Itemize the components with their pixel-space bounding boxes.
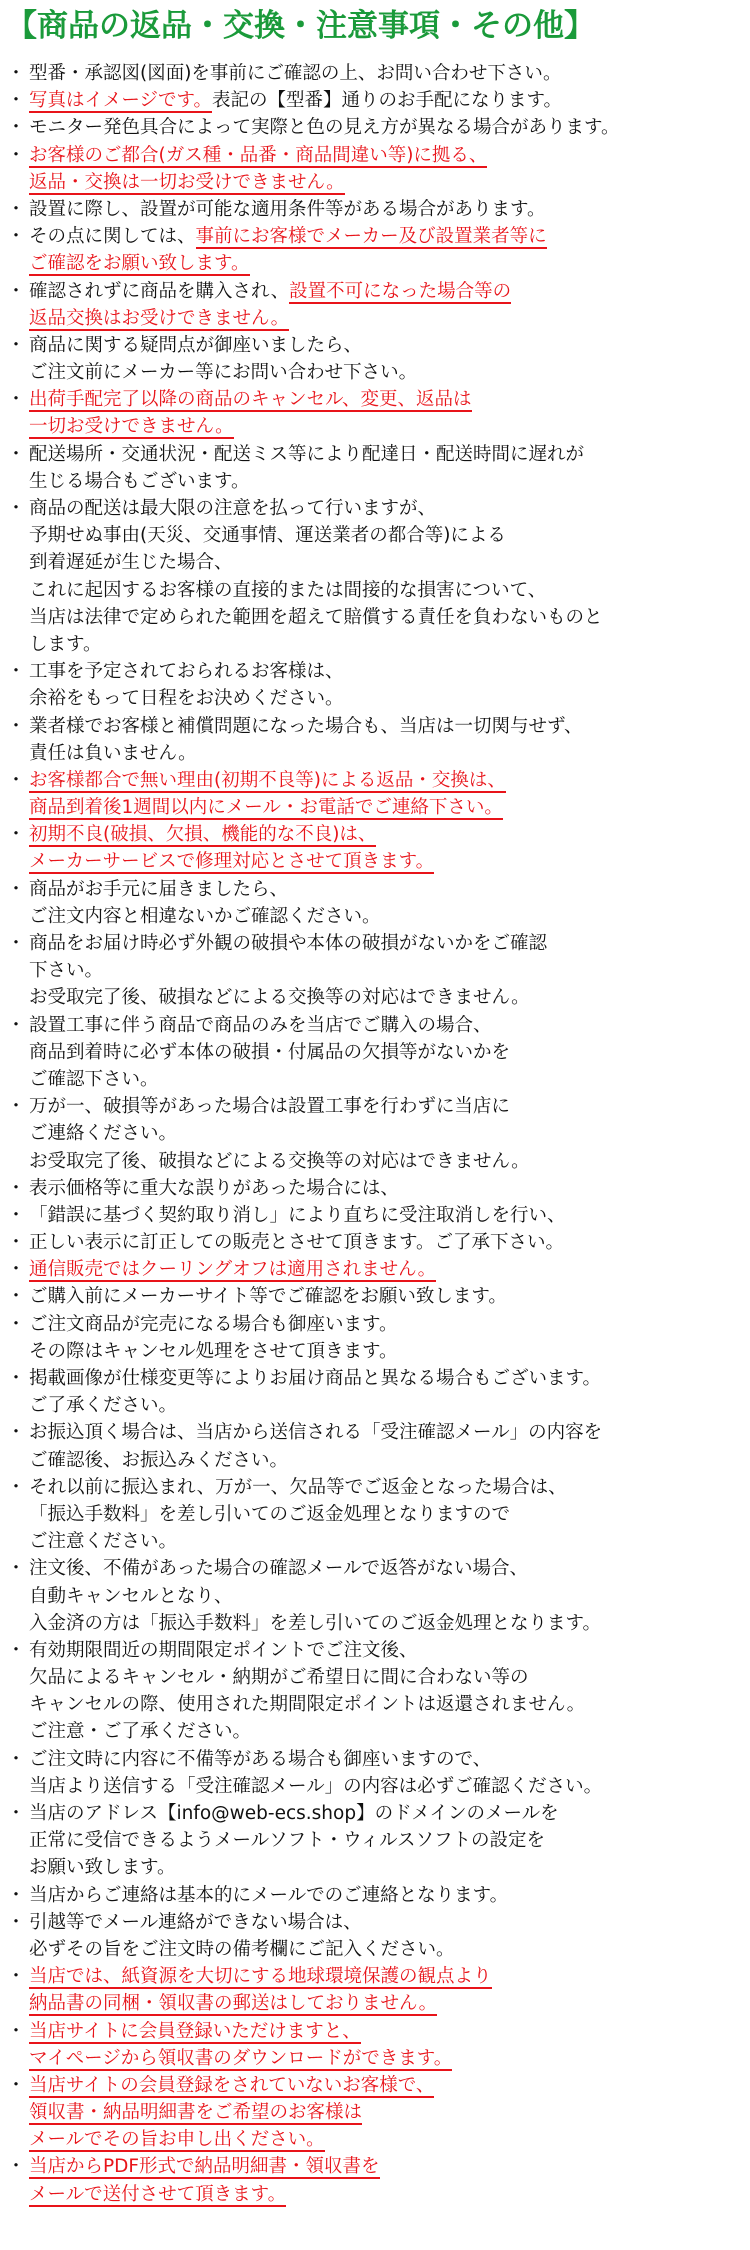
notice-line — [3, 1882, 750, 1909]
notice-line — [3, 1800, 750, 1827]
bullet-mark: ・ — [6, 1286, 26, 1308]
notice-line — [3, 2072, 750, 2099]
notice-line — [3, 1746, 750, 1773]
notice-item — [3, 60, 750, 87]
notice-line — [3, 1311, 750, 1338]
notice-item — [3, 278, 750, 332]
emphasis-text: お客様都合で無い理由(初期不良等)による返品・交換は、 — [29, 769, 506, 791]
bullet-mark: ・ — [6, 1177, 26, 1199]
notice-line — [3, 386, 750, 413]
body-text: します。 — [29, 633, 102, 655]
notice-item — [3, 2153, 750, 2207]
bullet-mark: ・ — [6, 824, 26, 846]
notice-line — [3, 305, 750, 332]
body-text: 当店のアドレス【info@web-ecs.shop】のドメインのメールを — [29, 1803, 559, 1824]
emphasis-text: 領収書・納品明細書をご希望のお客様は — [29, 2102, 363, 2124]
body-text: ご注文時に内容に不備等がある場合も御座いますので、 — [29, 1748, 492, 1770]
notice-line — [3, 1963, 750, 1990]
body-text: 「錯誤に基づく契約取り消し」により直ちに受注取消しを行い、 — [29, 1204, 566, 1226]
notice-line — [3, 1120, 750, 1147]
emphasis-text: 当店では、紙資源を大切にする地球環境保護の観点より — [29, 1966, 492, 1988]
body-text: これに起因するお客様の直接的または間接的な損害について、 — [29, 579, 547, 601]
notice-item — [3, 114, 750, 141]
body-text: 掲載画像が仕様変更等によりお届け商品と異なる場合もございます。 — [29, 1368, 602, 1389]
bullet-mark: ・ — [6, 226, 26, 248]
bullet-mark: ・ — [6, 2074, 26, 2096]
bullet-mark: ・ — [6, 334, 26, 356]
body-text: 正しい表示に訂正しての販売とさせて頂きます。ご了承下さい。 — [29, 1232, 565, 1254]
notice-line — [3, 1474, 750, 1501]
body-text: 表記の【型番】通りのお手配になります。 — [211, 90, 562, 112]
body-text: ご確認下さい。 — [29, 1068, 159, 1090]
notice-line — [3, 767, 750, 794]
notice-line — [3, 1773, 750, 1800]
body-text: 確認されずに商品を購入され、 — [29, 280, 290, 302]
bullet-mark: ・ — [6, 1259, 26, 1281]
body-text: 当店は法律で定められた範囲を超えて賠償する責任を負わないものと — [29, 606, 603, 628]
bullet-mark: ・ — [6, 1422, 26, 1444]
notice-line — [3, 441, 750, 468]
emphasis-text: 商品到着後1週間以内にメール・お電話でご連絡下さい。 — [29, 797, 503, 819]
emphasis-text: メーカーサービスで修理対応とさせて頂きます。 — [29, 851, 435, 873]
bullet-mark: ・ — [6, 1803, 26, 1824]
bullet-mark: ・ — [6, 933, 26, 954]
bullet-mark: ・ — [6, 1911, 26, 1933]
body-text: 設置に際し、設置が可能な適用条件等がある場合があります。 — [29, 198, 546, 220]
notice-line — [3, 1555, 750, 1582]
body-text: 当店からご連絡は基本的にメールでのご連絡となります。 — [29, 1884, 509, 1906]
bullet-mark: ・ — [6, 1476, 26, 1498]
notice-item — [3, 1419, 750, 1473]
body-text: ご注文内容と相違ないかご確認ください。 — [29, 905, 381, 927]
notice-item — [3, 2072, 750, 2154]
body-text: それ以前に振込まれ、万が一、欠品等でご返金となった場合は、 — [29, 1476, 567, 1498]
notice-line — [3, 278, 750, 305]
notice-item — [3, 1093, 750, 1175]
body-text: 商品に関する疑問点が御座いましたら、 — [29, 334, 363, 356]
notice-item — [3, 2018, 750, 2072]
notice-item — [3, 930, 750, 1012]
notice-line — [3, 631, 750, 658]
notice-line — [3, 87, 750, 114]
body-text: 生じる場合もございます。 — [29, 470, 250, 492]
notice-line — [3, 1175, 750, 1202]
body-text: 商品到着時に必ず本体の破損・付属品の欠損等がないかを — [29, 1041, 511, 1063]
notice-line — [3, 1229, 750, 1256]
notice-line — [3, 223, 750, 250]
bullet-mark: ・ — [6, 2020, 26, 2042]
body-text: ご注意ください。 — [29, 1531, 178, 1553]
bullet-mark: ・ — [6, 2156, 26, 2178]
body-text: ご連絡ください。 — [29, 1123, 178, 1145]
body-text: ご了承ください。 — [29, 1395, 178, 1417]
notice-item — [3, 821, 750, 875]
notice-line — [3, 332, 750, 359]
body-text: 余裕をもって日程をお決めください。 — [29, 688, 344, 710]
body-text: 注文後、不備があった場合の確認メールで返答がない場合、 — [29, 1558, 528, 1580]
notice-item — [3, 1311, 750, 1365]
notice-item — [3, 223, 750, 277]
notice-item — [3, 1474, 750, 1556]
notice-line — [3, 250, 750, 277]
body-text: 商品の配送は最大限の注意を払って行いますが、 — [29, 498, 437, 519]
notice-item — [3, 713, 750, 767]
bullet-mark: ・ — [6, 1204, 26, 1226]
body-text: 予期せぬ事由(天災、交通事情、運送業者の都合等)による — [29, 525, 506, 547]
notice-item — [3, 1555, 750, 1637]
body-text: 「振込手数料」を差し引いてのご返金処理となりますので — [29, 1503, 511, 1525]
emphasis-text: メールで送付させて頂きます。 — [29, 2183, 287, 2205]
bullet-mark: ・ — [6, 198, 26, 220]
body-text: ご注意・ご了承ください。 — [29, 1721, 252, 1743]
body-text: 商品がお手元に届きましたら、 — [29, 878, 289, 900]
body-text: 必ずその旨をご注文時の備考欄にご記入ください。 — [29, 1938, 455, 1960]
notice-item — [3, 1882, 750, 1909]
emphasis-text: 当店からPDF形式で納品明細書・領収書を — [29, 2156, 380, 2178]
body-text: ご注文前にメーカー等にお問い合わせ下さい。 — [29, 362, 418, 384]
bullet-mark: ・ — [6, 63, 26, 84]
notice-line — [3, 903, 750, 930]
notice-item — [3, 1963, 750, 2017]
notice-line — [3, 196, 750, 223]
notice-line — [3, 1637, 750, 1664]
notice-line — [3, 1447, 750, 1474]
bullet-mark: ・ — [6, 1313, 26, 1335]
body-text: 正常に受信できるようメールソフト・ウィルスソフトの設定を — [29, 1830, 545, 1852]
bullet-mark: ・ — [6, 389, 26, 411]
notice-line — [3, 1718, 750, 1745]
bullet-mark: ・ — [6, 769, 26, 791]
emphasis-text: 通信販売ではクーリングオフは適用されません。 — [29, 1259, 437, 1281]
body-text: 欠品によるキャンセル・納期がご希望日に間に合わない等の — [29, 1667, 529, 1689]
notice-line — [3, 2099, 750, 2126]
notice-line — [3, 2181, 750, 2208]
notice-line — [3, 1202, 750, 1229]
notice-line — [3, 2126, 750, 2153]
bullet-mark: ・ — [6, 1639, 26, 1661]
notice-item — [3, 876, 750, 930]
notice-item — [3, 1256, 750, 1283]
body-text: 表示価格等に重大な誤りがあった場合には、 — [29, 1177, 399, 1199]
notice-line — [3, 2045, 750, 2072]
notice-line — [3, 1148, 750, 1175]
emphasis-text: メールでその旨お申し出ください。 — [29, 2129, 325, 2151]
notice-line — [3, 522, 750, 549]
notice-line — [3, 2153, 750, 2180]
body-text: ご確認後、お振込みください。 — [29, 1449, 289, 1471]
bullet-mark: ・ — [6, 1748, 26, 1770]
notice-line — [3, 468, 750, 495]
notice-line — [3, 1501, 750, 1528]
notice-line — [3, 1039, 750, 1066]
notice-item — [3, 1012, 750, 1094]
body-text: 設置工事に伴う商品で商品のみを当店でご購入の場合、 — [29, 1014, 492, 1036]
body-text: 業者様でお客様と補償問題になった場合も、当店は一切関与せず、 — [29, 715, 583, 737]
body-text: 責任は負いません。 — [29, 742, 197, 764]
bullet-mark: ・ — [6, 90, 26, 112]
notice-line — [3, 930, 750, 957]
notice-list — [0, 48, 750, 2208]
notice-line — [3, 413, 750, 440]
notice-item — [3, 142, 750, 196]
notice-line — [3, 821, 750, 848]
notice-line — [3, 1610, 750, 1637]
body-text: 自動キャンセルとなり、 — [29, 1585, 233, 1607]
notice-line — [3, 60, 750, 87]
emphasis-text: 一切お受けできません。 — [29, 416, 234, 438]
notice-item — [3, 495, 750, 658]
body-text: ご注文商品が完売になる場合も御座います。 — [29, 1313, 398, 1335]
body-text: 型番・承認図(図面)を事前にご確認の上、お問い合わせ下さい。 — [29, 63, 562, 84]
emphasis-text: 納品書の同梱・領収書の郵送はしておりません。 — [29, 1993, 438, 2015]
bullet-mark: ・ — [6, 1884, 26, 1906]
emphasis-text: 出荷手配完了以降の商品のキャンセル、変更、返品は — [29, 389, 472, 411]
notice-line — [3, 1093, 750, 1120]
bullet-mark: ・ — [6, 715, 26, 737]
bullet-mark: ・ — [6, 443, 26, 465]
body-text: 有効期限間近の期間限定ポイントでご注文後、 — [29, 1639, 418, 1661]
body-text: 配送場所・交通状況・配送ミス等により配達日・配送時間に遅れが — [29, 443, 585, 465]
notice-line — [3, 1012, 750, 1039]
body-text: その点に関しては、 — [29, 226, 196, 248]
emphasis-text: 事前にお客様でメーカー及び設置業者等に — [195, 226, 547, 248]
notice-line — [3, 1392, 750, 1419]
notice-line — [3, 957, 750, 984]
notice-item — [3, 1909, 750, 1963]
emphasis-text: 返品交換はお受けできません。 — [29, 307, 290, 329]
notice-item — [3, 1800, 750, 1882]
emphasis-text: ご確認をお願い致します。 — [29, 253, 250, 275]
body-text: 工事を予定されておられるお客様は、 — [29, 661, 344, 683]
notice-line — [3, 794, 750, 821]
body-text: 下さい。 — [29, 960, 104, 982]
body-text: 商品をお届け時必ず外観の破損や本体の破損がないかをご確認 — [29, 933, 548, 954]
notice-line — [3, 1338, 750, 1365]
body-text: お受取完了後、破損などによる交換等の対応はできません。 — [29, 1150, 530, 1172]
emphasis-text: 返品・交換は一切お受けできません。 — [29, 171, 345, 193]
notice-line — [3, 713, 750, 740]
body-text: キャンセルの際、使用された期間限定ポイントは返還されません。 — [29, 1694, 586, 1716]
notice-item — [3, 1229, 750, 1256]
notice-line — [3, 1936, 750, 1963]
notice-line — [3, 685, 750, 712]
notice-line — [3, 1365, 750, 1392]
body-text: 入金済の方は「振込手数料」を差し引いてのご返金処理となります。 — [29, 1612, 602, 1634]
emphasis-text: 当店サイトに会員登録いただけますと、 — [29, 2020, 361, 2042]
notice-item — [3, 1283, 750, 1310]
bullet-mark: ・ — [6, 1368, 26, 1389]
notice-line — [3, 577, 750, 604]
notice-line — [3, 1283, 750, 1310]
bullet-mark: ・ — [6, 144, 26, 166]
notice-item — [3, 658, 750, 712]
notice-item — [3, 87, 750, 114]
notice-line — [3, 359, 750, 386]
notice-line — [3, 1066, 750, 1093]
notice-line — [3, 1583, 750, 1610]
body-text: お振込頂く場合は、当店から送信される「受注確認メール」の内容を — [29, 1422, 603, 1444]
notice-item — [3, 441, 750, 495]
notice-line — [3, 2018, 750, 2045]
notice-line — [3, 1256, 750, 1283]
notice-line — [3, 1827, 750, 1854]
notice-item — [3, 1175, 750, 1202]
emphasis-text: マイページから領収書のダウンロードができます。 — [29, 2047, 453, 2069]
emphasis-text: 設置不可になった場合等の — [289, 280, 512, 302]
notice-line — [3, 1691, 750, 1718]
notice-line — [3, 1854, 750, 1881]
emphasis-text: 初期不良(破損、欠損、機能的な不良)は、 — [29, 824, 377, 846]
bullet-mark: ・ — [6, 280, 26, 302]
bullet-mark: ・ — [6, 1558, 26, 1580]
body-text: モニター発色具合によって実際と色の見え方が異なる場合があります。 — [29, 117, 620, 139]
bullet-mark: ・ — [6, 661, 26, 683]
notice-line — [3, 1419, 750, 1446]
body-text: 引越等でメール連絡ができない場合は、 — [29, 1911, 362, 1933]
notice-line — [3, 114, 750, 141]
body-text: 万が一、破損等があった場合は設置工事を行わずに当店に — [29, 1096, 510, 1118]
notice-line — [3, 740, 750, 767]
notice-line — [3, 1909, 750, 1936]
notice-item — [3, 1637, 750, 1746]
notice-line — [3, 169, 750, 196]
emphasis-text: 写真はイメージです。 — [29, 90, 212, 112]
bullet-mark: ・ — [6, 878, 26, 900]
bullet-mark: ・ — [6, 117, 26, 139]
bullet-mark: ・ — [6, 498, 26, 519]
emphasis-text: 当店サイトの会員登録をされていないお客様で、 — [29, 2074, 435, 2096]
notice-item — [3, 196, 750, 223]
notice-line — [3, 984, 750, 1011]
notice-line — [3, 495, 750, 522]
notice-line — [3, 658, 750, 685]
notice-line — [3, 1664, 750, 1691]
body-text: 当店より送信する「受注確認メール」の内容は必ずご確認ください。 — [29, 1775, 603, 1797]
bullet-mark: ・ — [6, 1966, 26, 1988]
notice-line — [3, 876, 750, 903]
body-text: お願い致します。 — [29, 1857, 176, 1879]
page-title: 【商品の返品・交換・注意事項・その他】 — [6, 8, 595, 44]
notice-line — [3, 1528, 750, 1555]
notice-item — [3, 386, 750, 440]
notice-item — [3, 1746, 750, 1800]
notice-line — [3, 549, 750, 576]
bullet-mark: ・ — [6, 1014, 26, 1036]
notice-item — [3, 767, 750, 821]
bullet-mark: ・ — [6, 1232, 26, 1254]
notice-line — [3, 848, 750, 875]
notice-item — [3, 1365, 750, 1419]
notice-item — [3, 332, 750, 386]
body-text: お受取完了後、破損などによる交換等の対応はできません。 — [29, 987, 530, 1009]
notice-line — [3, 1990, 750, 2017]
body-text: ご購入前にメーカーサイト等でご確認をお願い致します。 — [29, 1286, 507, 1308]
notice-item — [3, 1202, 750, 1229]
emphasis-text: お客様のご都合(ガス種・品番・商品間違い等)に拠る、 — [29, 144, 488, 166]
bullet-mark: ・ — [6, 1096, 26, 1118]
body-text: その際はキャンセル処理をさせて頂きます。 — [29, 1340, 398, 1362]
notice-line — [3, 142, 750, 169]
body-text: 到着遅延が生じた場合、 — [29, 552, 233, 574]
notice-line — [3, 604, 750, 631]
